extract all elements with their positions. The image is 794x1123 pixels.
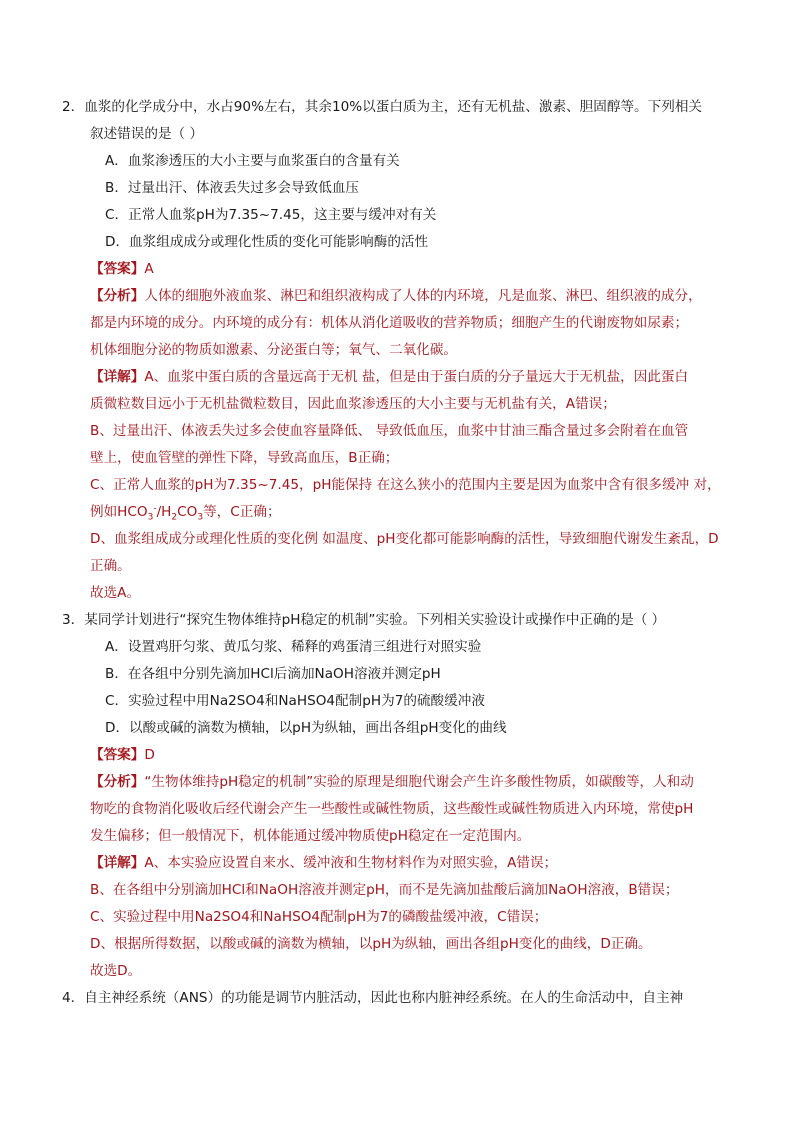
- q2-detail-c-line1: C、正常人血浆的pH为7.35~7.45，pH能保持 在这么狭小的范围内主要是因为血浆中含有很多缓冲 对，: [90, 477, 721, 493]
- q2-option-d: D．血浆组成成分或理化性质的变化可能影响酶的活性: [105, 234, 429, 250]
- q2-stem-line1: 2．血浆的化学成分中，水占90%左右，其余10%以蛋白质为主，还有无机盐、激素、胆固醇等。下列相关: [62, 99, 703, 115]
- q3-option-a: A．设置鸡肝匀浆、黄瓜匀浆、稀释的鸡蛋清三组进行对照实验: [105, 639, 482, 655]
- q3-detail-tag: 【详解】: [90, 855, 145, 871]
- q3-analysis-line1: [62, 769, 742, 796]
- q3-option-c: C．实验过程中用Na2SO4和NaHSO4配制pH为7的硫酸缓冲液: [105, 693, 485, 709]
- q3-detail-a-text: A、本实验应设置自来水、缓冲液和生物材料作为对照实验，A错误；: [144, 855, 558, 871]
- q2-detail-c-sub3: 3: [197, 512, 204, 523]
- q2-detail-a-line1: [62, 364, 742, 391]
- q2-detail-c-sup1: -: [153, 503, 157, 514]
- q3-detail-d: D、根据所得数据，以酸或碱的滴数为横轴，以pH为纵轴，画出各组pH变化的曲线，D正确。: [90, 936, 652, 952]
- question-content: [62, 94, 742, 1012]
- q3-conclusion: 故选D。: [90, 963, 142, 979]
- q3-answer-tag: 【答案】: [90, 747, 145, 763]
- q3-analysis-tag: 【分析】: [90, 774, 145, 790]
- q2-conclusion: 故选A。: [90, 585, 141, 601]
- q2-analysis-line3: 机体细胞分泌的物质如激素、分泌蛋白等；氧气、二氧化碳。: [90, 342, 458, 358]
- q3-analysis-text1: “生物体维持pH稳定的机制”实验的原理是细胞代谢会产生许多酸性物质，如碳酸等，人和动: [144, 774, 694, 790]
- q3-detail-c: C、实验过程中用Na2SO4和NaHSO4配制pH为7的磷酸盐缓冲液，C错误；: [90, 909, 548, 925]
- q2-option-b: B．过量出汗、体液丢失过多会导致低血压: [105, 180, 360, 196]
- q2-detail-c-post: 等，C正确；: [203, 504, 281, 520]
- q4-stem-line1: 4．自主神经系统（ANS）的功能是调节内脏活动，因此也称内脏神经系统。在人的生命活动中，自主神: [62, 990, 684, 1006]
- q2-analysis-line2: 都是内环境的成分。内环境的成分有：机体从消化道吸收的营养物质；细胞产生的代谢废物如尿素；: [90, 315, 689, 331]
- q2-detail-b-line1: B、过量出汗、体液丢失过多会使血容量降低、 导致低血压，血浆中甘油三酯含量过多会附着在血管: [90, 423, 689, 439]
- q2-answer: [62, 256, 742, 283]
- q2-detail-c-line2: [62, 499, 742, 526]
- q2-answer-value: A: [144, 261, 154, 277]
- q2-option-c: C．正常人血浆pH为7.35~7.45，这主要与缓冲对有关: [105, 207, 437, 223]
- q2-analysis-text1: 人体的细胞外液血浆、淋巴和组织液构成了人体的内环境，凡是血浆、淋巴、组织液的成分，: [144, 288, 702, 304]
- q3-detail-a: [62, 850, 742, 877]
- q2-detail-b-line2: 壁上，使血管壁的弹性下降，导致高血压，B正确；: [90, 450, 399, 466]
- q2-detail-c-sub2: 2: [171, 512, 178, 523]
- q2-answer-tag: 【答案】: [90, 261, 145, 277]
- q2-detail-c-mid: /H: [156, 504, 172, 520]
- q2-option-a: A．血浆渗透压的大小主要与血浆蛋白的含量有关: [105, 153, 400, 169]
- q3-answer: [62, 742, 742, 769]
- q3-analysis-line3: 发生偏移；但一般情况下，机体能通过缓冲物质使pH稳定在一定范围内。: [90, 828, 531, 844]
- q3-stem: 3．某同学计划进行“探究生物体维持pH稳定的机制”实验。下列相关实验设计或操作中正确的是（ ）: [62, 612, 666, 628]
- q2-detail-d-line2: 正确。: [90, 558, 131, 574]
- q3-option-d: D．以酸或碱的滴数为横轴，以pH为纵轴，画出各组pH变化的曲线: [105, 720, 507, 736]
- q2-analysis-line1: [62, 283, 742, 310]
- q2-detail-d-line1: D、血浆组成成分或理化性质的变化例 如温度、pH变化都可能影响酶的活性，导致细胞代谢发生紊乱，D: [90, 531, 719, 547]
- q3-option-b: B．在各组中分别先滴加HCl后滴加NaOH溶液并测定pH: [105, 666, 441, 682]
- q3-answer-value: D: [144, 747, 155, 763]
- q2-detail-a-line2: 质微粒数目远小于无机盐微粒数目，因此血浆渗透压的大小主要与无机盐有关，A错误；: [90, 396, 616, 412]
- q2-detail-tag: 【详解】: [90, 369, 145, 385]
- q3-detail-b: B、在各组中分别滴加HCl和NaOH溶液并测定pH，而不是先滴加盐酸后滴加NaOH溶液，B错误；: [90, 882, 679, 898]
- q3-analysis-line2: 物吃的食物消化吸收后经代谢会产生一些酸性或碱性物质，这些酸性或碱性物质进入内环境，常使pH: [90, 801, 694, 817]
- q2-analysis-tag: 【分析】: [90, 288, 145, 304]
- q2-stem-line2: 叙述错误的是（ ）: [90, 126, 204, 142]
- q2-detail-c-mid2: CO: [177, 504, 198, 520]
- q2-detail-c-sub1: 3: [147, 512, 154, 523]
- q2-detail-c-pre: 例如HCO: [90, 504, 148, 520]
- q2-detail-a-text1: A、血浆中蛋白质的含量远高于无机 盐，但是由于蛋白质的分子量远大于无机盐，因此蛋白: [144, 369, 689, 385]
